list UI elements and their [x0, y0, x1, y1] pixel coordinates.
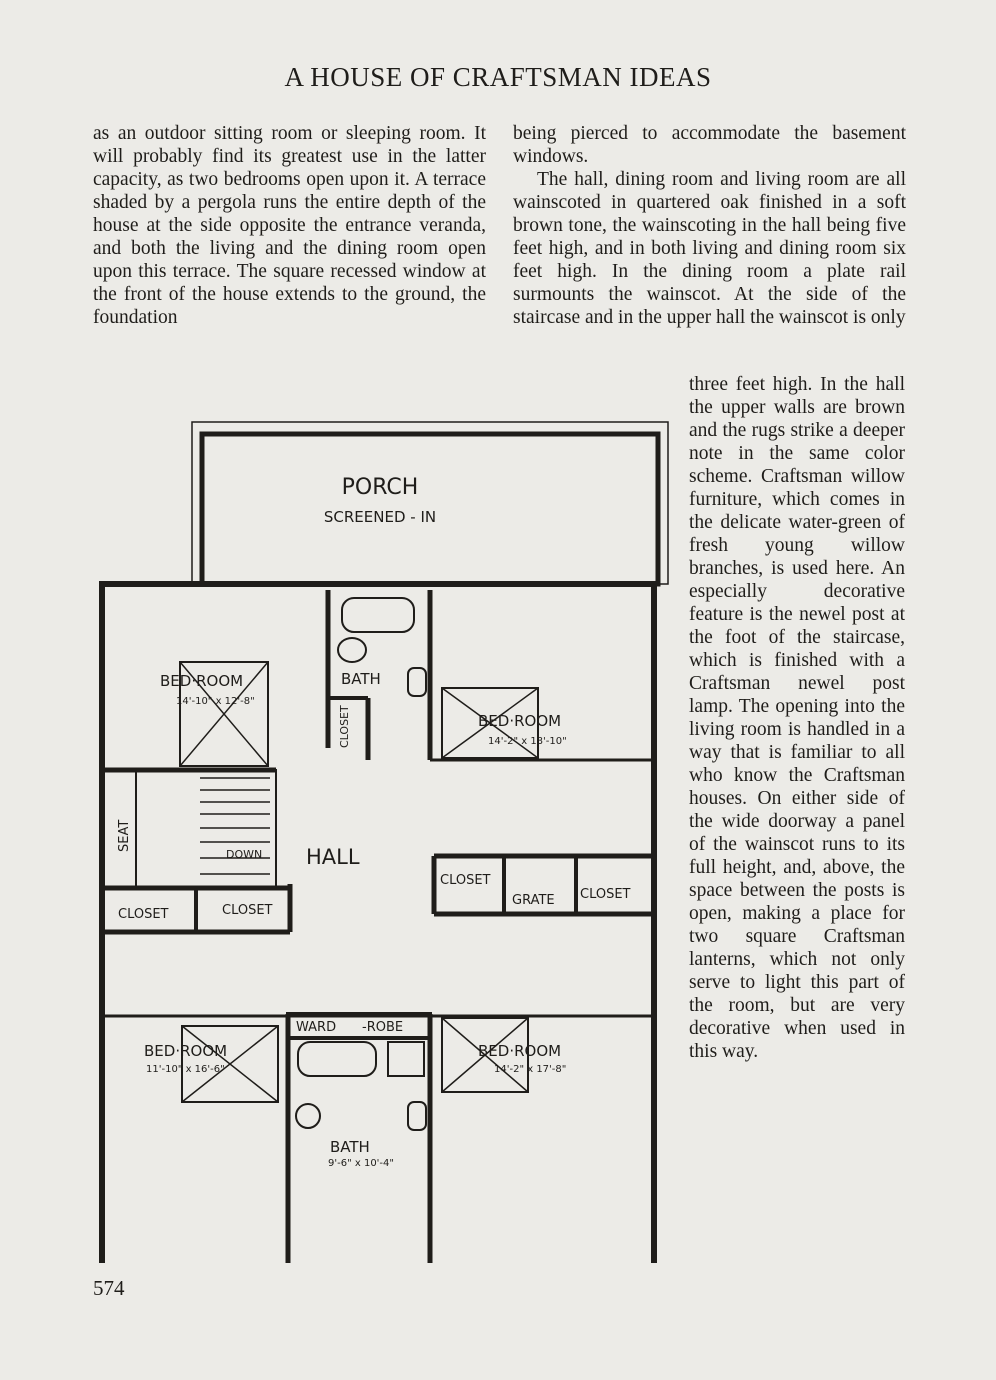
plan-label-grate: GRATE: [512, 893, 555, 908]
plan-label-closet-w2: CLOSET: [222, 903, 273, 918]
plan-dim-bedroom-se: 14'-2" x 17'-8": [494, 1064, 567, 1075]
text-column-left: [93, 122, 486, 329]
plan-label-closet-w1: CLOSET: [118, 907, 169, 922]
plan-label-bedroom-sw: BED·ROOM: [144, 1042, 228, 1060]
plan-label-porch-sub: SCREENED - IN: [323, 508, 437, 526]
plan-label-bath-north: BATH: [341, 670, 381, 688]
plan-label-closet-e2: CLOSET: [580, 887, 631, 902]
page-title: A HOUSE OF CRAFTSMAN IDEAS: [284, 62, 712, 92]
plan-dim-bedroom-ne: 14'-2" x 18'-10": [488, 736, 567, 747]
plan-label-hall: HALL: [306, 845, 360, 869]
plan-label-closet-e1: CLOSET: [440, 873, 491, 888]
plan-dim-bath-south: 9'-6" x 10'-4": [328, 1158, 395, 1169]
plan-label-bedroom-nw: BED·ROOM: [160, 672, 244, 690]
plan-label-down: DOWN: [226, 848, 263, 861]
plan-label-wardrobe-1: WARD: [296, 1020, 337, 1035]
plan-label-seat: SEAT: [117, 819, 132, 852]
porch-outline: [192, 422, 668, 584]
text-column-right-top: [513, 122, 906, 329]
paragraph-right-1: being pierced to accommodate the basement windows.: [513, 123, 906, 167]
plan-label-bath-south: BATH: [330, 1138, 370, 1156]
plan-label-porch: PORCH: [341, 475, 419, 500]
plan-label-wardrobe-2: -ROBE: [362, 1020, 404, 1035]
text-column-right-narrow: [689, 373, 905, 1063]
plan-label-closet-north: CLOSET: [338, 705, 351, 748]
plan-dim-bedroom-sw: 11'-10" x 16'-6": [146, 1064, 225, 1075]
paragraph-right-narrow: three feet high. In the hall the upper walls are brown and the rugs strike a deeper note in the same color scheme. Craftsman willow furniture, which comes in the delicate water-green of fresh young willow branches, is used here. An especially decorative feature is the newel post at the foot of the staircase, which is finished with a Craftsman newel post lamp. The opening into the living room is handled in a way that is familiar to all who know the Craftsman houses. On either side of the wide doorway a panel of the wainscot runs to its full height, and, above, the space between the posts is open, making a place for two square Craftsman lanterns, which not only serve to light this part of the room, but are very decorative when used in this way.: [689, 374, 905, 1062]
paragraph-left: as an outdoor sitting room or sleeping room. It will probably find its greatest use in the latter capacity, as two bedrooms open upon it. A terrace shaded by a pergola runs the entire depth of the house at the side opposite the entrance veranda, and both the living and the dining room open upon this terrace. The square recessed window at the front of the house extends to the ground, the foundation: [93, 123, 486, 328]
plan-dim-bedroom-nw: 14'-10" x 12'-8": [176, 696, 255, 707]
plan-label-bedroom-ne: BED·ROOM: [478, 712, 562, 730]
paragraph-right-2: The hall, dining room and living room are all wainscoted in quartered oak finished in a soft brown tone, the wainscoting in the hall being five feet high, and in both living and dining room six feet high. In the dining room a plate rail surmounts the wainscot. At the side of the staircase and in the upper hall the wainscot is only: [513, 169, 906, 328]
second-floor-plan: [90, 418, 670, 1263]
page-number: 574: [93, 1276, 125, 1300]
plan-label-bedroom-se: BED·ROOM: [478, 1042, 562, 1060]
